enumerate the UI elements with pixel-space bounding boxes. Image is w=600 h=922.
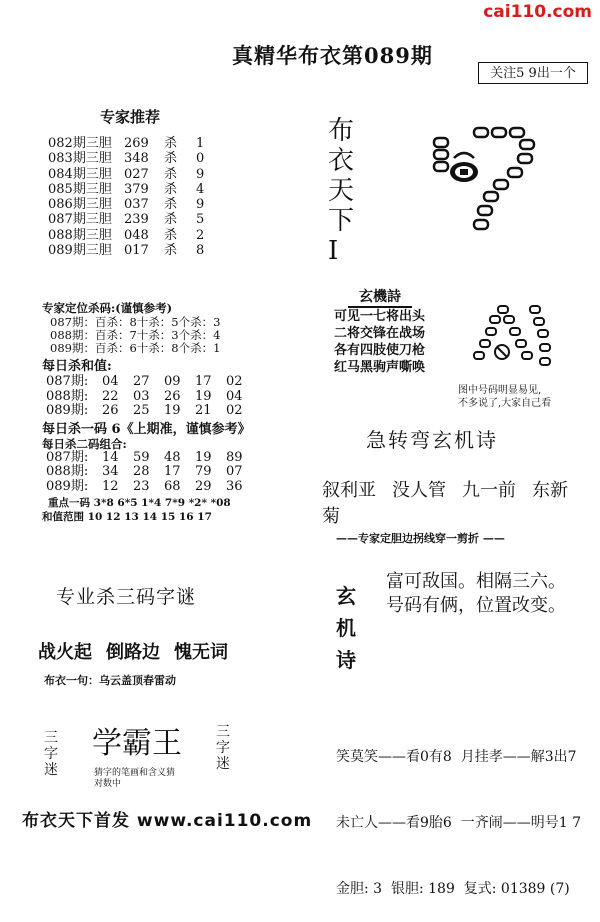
number-cell: 36 — [226, 478, 243, 494]
expert-row — [48, 228, 216, 243]
number-cell: 29 — [195, 478, 212, 494]
expert-kill-label: 杀 — [164, 212, 178, 228]
zi-mi-char: 字 — [44, 746, 58, 762]
focus-note: 关注5 9出一个 — [478, 62, 588, 84]
xueba-note-line: 猜字的笔画和含义猜 — [94, 768, 176, 778]
expert-kill: 9 — [196, 166, 205, 182]
number-cell: 89 — [226, 449, 243, 465]
number-cell: 22 — [102, 388, 119, 404]
expert-kill: 2 — [196, 227, 205, 243]
poem-picture — [464, 300, 554, 376]
number-cell: 25 — [133, 403, 150, 418]
expert-kill-label: 杀 — [164, 197, 178, 213]
expert-period: 089期三胆 — [48, 243, 112, 259]
daily-two-row — [46, 451, 257, 466]
number-cell: 59 — [133, 449, 150, 465]
period-label: 089期: — [46, 403, 89, 418]
number-cell: 27 — [133, 374, 150, 389]
vertical-title-char: 下 — [328, 206, 355, 236]
number-cell: 26 — [164, 388, 181, 404]
period-label: 088期: — [46, 464, 89, 479]
number-cell: 04 — [226, 388, 243, 404]
expert-table — [48, 136, 216, 258]
number-cell: 12 — [102, 478, 119, 494]
riddle-line: 笑莫笑——看0有8 月挂孝——解3出7 — [336, 749, 577, 765]
vertical-title — [328, 116, 358, 266]
expert-heading: 专家推荐 — [100, 108, 161, 126]
poem-note-line: 图中号码明显易见, — [458, 385, 542, 396]
xuanji-vertical-label — [336, 580, 360, 676]
vertical-title-char: 衣 — [328, 146, 355, 176]
footer-credit: 布衣天下首发 www.cai110.com — [22, 811, 313, 831]
vertical-title-char: 天 — [328, 176, 355, 206]
number-cell: 28 — [133, 464, 150, 479]
expert-period: 082期三胆 — [48, 136, 112, 151]
name-phrase: 叙利亚 — [322, 480, 376, 501]
expert-digits: 379 — [124, 181, 149, 197]
buyi-line: 布衣一句：乌云盖顶春雷动 — [44, 674, 176, 687]
xuanji-line: 号码有俩，位置改变。 — [386, 595, 566, 616]
period-label: 087期: — [46, 374, 89, 389]
number-cell: 02 — [226, 374, 243, 389]
number-cell: 19 — [164, 403, 181, 418]
zi-mi-char: 迷 — [44, 762, 58, 778]
expert-period: 083期三胆 — [48, 151, 112, 167]
poem-line: 各有四肢使刀枪 — [334, 343, 426, 358]
expert-digits: 239 — [124, 212, 149, 228]
number-cell: 09 — [164, 374, 181, 389]
poem-note — [458, 384, 551, 410]
xuanji-char: 玄 — [336, 584, 356, 608]
chain-coin-picture — [430, 126, 540, 236]
number-cell: 19 — [195, 449, 212, 465]
number-cell: 34 — [102, 464, 119, 479]
poem-line: 可见一七将出头 — [334, 309, 426, 324]
period-label: 088期: — [46, 388, 89, 404]
jizhuan-title: 急转弯玄机诗 — [366, 428, 498, 452]
riddle-line: 金胆: 3 银胆: 189 复式: 01389 (7) — [336, 881, 570, 897]
xuanji-line: 富可敌国。相隔三六。 — [386, 571, 566, 592]
number-cell: 26 — [102, 403, 119, 418]
zi-mi-char: 三 — [216, 724, 230, 740]
xueba-riddle: 学霸王 — [92, 726, 182, 761]
position-kill-row: 089期：百杀：6十杀：8个杀：1 — [50, 341, 221, 355]
zi-mi-char: 三 — [44, 730, 58, 746]
daily-sum-row — [46, 404, 257, 419]
number-cell: 17 — [164, 464, 181, 479]
number-cell: 23 — [133, 478, 150, 494]
poem-note-line: 不多说了,大家自己看 — [458, 398, 552, 409]
expert-digits: 048 — [124, 227, 149, 243]
expert-digits: 348 — [124, 151, 149, 167]
daily-sum-heading: 每日杀和值: — [42, 359, 112, 374]
expert-row — [48, 182, 216, 197]
poem-line: 红马黑驹声嘶唤 — [334, 360, 426, 375]
expert-period: 084期三胆 — [48, 166, 112, 182]
expert-kill: 1 — [196, 136, 205, 151]
daily-sum-row — [46, 375, 257, 390]
expert-digits: 037 — [124, 197, 149, 213]
daily-two-row — [46, 465, 257, 480]
number-cell: 19 — [195, 388, 212, 404]
number-cell: 79 — [195, 464, 212, 479]
expert-digits: 017 — [124, 243, 149, 259]
period-label: 087期: — [46, 449, 89, 465]
poem-lines — [334, 308, 425, 376]
expert-kill: 9 — [196, 197, 205, 213]
expert-period: 088期三胆 — [48, 227, 112, 243]
number-cell: 04 — [102, 374, 119, 389]
expert-kill: 8 — [196, 243, 205, 259]
expert-row — [48, 151, 216, 166]
riddle-phrase: 倒路边 — [106, 642, 160, 663]
expert-kill-label: 杀 — [164, 181, 178, 197]
position-kill-row: 088期：百杀：7十杀：3个杀：4 — [50, 328, 221, 342]
site-watermark: cai110.com — [483, 2, 592, 22]
poem-line: 二将交锋在战场 — [334, 326, 426, 341]
name-phrase: 九一前 — [462, 480, 516, 501]
expert-kill-label: 杀 — [164, 166, 178, 182]
expert-dash-line: ——专家定胆边拐线穿一剪折 —— — [336, 532, 505, 545]
expert-kill-label: 杀 — [164, 136, 178, 151]
expert-row — [48, 167, 216, 182]
number-cell: 02 — [226, 403, 243, 418]
position-kill-row: 087期：百杀：8十杀：5个杀：3 — [50, 315, 221, 329]
period-label: 089期: — [46, 478, 89, 494]
riddle-line: 未亡人——看9胎6 一齐闹——明号1 7 — [336, 815, 581, 831]
daily-one-code: 每日杀一码 6《上期准，谨慎参考》 — [42, 421, 251, 437]
xueba-note — [94, 768, 175, 790]
xueba-note-line: 对数中 — [94, 779, 122, 789]
kill-riddle-title: 专业杀三码字谜 — [56, 586, 197, 608]
daily-two-heading: 每日杀二码组合: — [42, 436, 127, 451]
number-cell: 48 — [164, 449, 181, 465]
riddle-phrase: 战火起 — [38, 642, 92, 663]
sum-span-line: 和值范围 10 12 13 14 15 16 17 — [42, 511, 212, 523]
expert-period: 087期三胆 — [48, 212, 112, 228]
number-cell: 14 — [102, 449, 119, 465]
kill-section — [42, 300, 257, 524]
expert-row — [48, 212, 216, 227]
expert-kill-label: 杀 — [164, 151, 178, 167]
number-cell: 03 — [133, 388, 150, 404]
vertical-title-char: 布 — [328, 116, 355, 146]
riddle-block — [336, 702, 581, 922]
zi-mi-left — [42, 730, 60, 778]
expert-row — [48, 197, 216, 212]
expert-row — [48, 243, 216, 258]
xuanji-text — [386, 570, 566, 618]
expert-kill: 4 — [196, 181, 205, 197]
zi-mi-char: 迷 — [216, 756, 230, 772]
three-phrases — [38, 638, 242, 664]
number-cell: 68 — [164, 478, 181, 494]
expert-period: 085期三胆 — [48, 181, 112, 197]
daily-two-row — [46, 480, 257, 495]
name-phrase: 东新菊 — [322, 480, 568, 527]
number-cell: 07 — [226, 464, 243, 479]
zi-mi-char: 字 — [216, 740, 230, 756]
expert-kill: 5 — [196, 212, 205, 228]
names-line — [322, 476, 600, 528]
zi-mi-right — [214, 724, 232, 772]
xuanji-char: 机 — [336, 616, 356, 640]
expert-digits: 027 — [124, 166, 149, 182]
expert-row — [48, 136, 216, 151]
page-title: 真精华布衣第089期 — [232, 43, 433, 68]
expert-kill-label: 杀 — [164, 243, 178, 259]
number-cell: 17 — [195, 374, 212, 389]
position-kill-heading: 专家定位杀码:(谨慎参考) — [42, 301, 173, 315]
expert-kill: 0 — [196, 151, 205, 167]
xuanji-char: 诗 — [336, 648, 356, 672]
key-group-line: 重点一码 3*8 6*5 1*4 7*9 *2* *08 — [48, 497, 231, 509]
name-phrase: 没人管 — [392, 480, 446, 501]
daily-sum-row — [46, 390, 257, 405]
expert-kill-label: 杀 — [164, 227, 178, 243]
expert-digits: 269 — [124, 136, 149, 151]
poem-title: 玄機詩 — [348, 288, 412, 308]
vertical-title-char: I — [328, 236, 339, 266]
number-cell: 21 — [195, 403, 212, 418]
riddle-phrase: 愧无词 — [174, 642, 228, 663]
expert-period: 086期三胆 — [48, 197, 112, 213]
